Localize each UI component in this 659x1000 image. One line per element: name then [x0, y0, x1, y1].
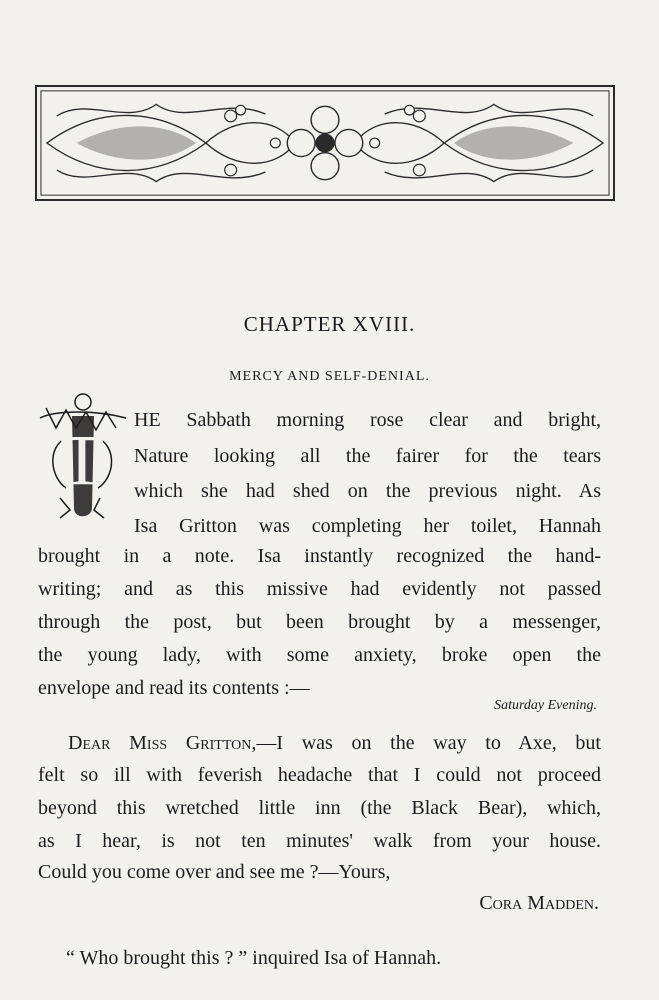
paragraph-line: which she had shed on the previous night. As: [134, 480, 601, 502]
ornament-illustration: [37, 87, 613, 199]
letter-line: beyond this wretched little inn (the Black Bear), which,: [38, 797, 601, 819]
letter-signature: Cora Madden.: [479, 892, 599, 914]
paragraph-line: Isa Gritton was completing her toilet, Hannah: [134, 515, 601, 537]
paragraph-line: brought in a note. Isa instantly recognized the hand-: [38, 545, 601, 567]
thistle-drop-cap-illustration: [36, 388, 128, 526]
paragraph-line: the young lady, with some anxiety, broke open the: [38, 644, 601, 666]
paragraph-line: Nature looking all the fairer for the tears: [134, 445, 601, 467]
letter-line: felt so ill with feverish headache that I could not proceed: [38, 764, 601, 786]
paragraph-line: through the post, but been brought by a messenger,: [38, 611, 601, 633]
chapter-title: CHAPTER XVIII.: [243, 312, 416, 336]
ornamental-header-band: [35, 85, 615, 201]
chapter-subtitle: MERCY AND SELF-DENIAL.: [229, 369, 430, 384]
letter-date: Saturday Evening.: [494, 698, 597, 713]
letter-line: —I was on the way to Axe, but: [256, 732, 601, 754]
paragraph-line: HE Sabbath morning rose clear and bright,: [134, 409, 601, 431]
paragraph-line: envelope and read its contents :—: [38, 677, 310, 699]
letter-line: Could you come over and see me ?—Yours,: [38, 861, 391, 883]
paragraph-line: writing; and as this missive had evidently not passed: [38, 578, 601, 600]
letter-line: as I hear, is not ten minutes' walk from your house.: [38, 830, 601, 852]
drop-cap-letter: T: [60, 420, 104, 500]
letter-first-line: [68, 733, 601, 753]
dialogue-line: “ Who brought this ? ” inquired Isa of Hannah.: [66, 947, 442, 969]
decorated-drop-cap: [36, 388, 128, 526]
letter-salutation: Dear Miss Gritton,: [68, 732, 257, 754]
